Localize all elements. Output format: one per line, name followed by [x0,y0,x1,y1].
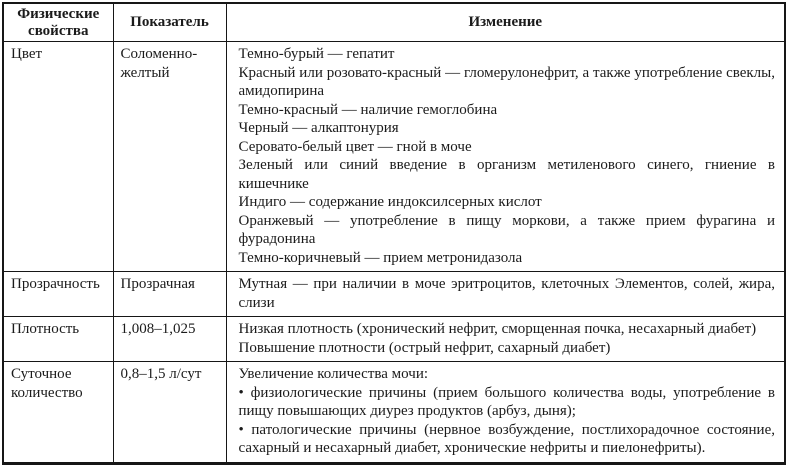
column-header-indicator: Показатель [113,3,226,42]
table-row-daily-amount [3,362,785,464]
indicator-cell: Прозрачная [113,272,226,317]
change-entry: Черный — алкаптонурия [238,120,399,136]
changes-cell [226,317,785,362]
indicator-cell: Соломенно-желтый [113,42,226,272]
urine-physical-properties-table [2,2,786,465]
table-row-transparency [3,272,785,317]
changes-cell [226,362,785,464]
change-entry: Оранжевый — употребление в пищу моркови, а также прием фурагина и фурадонина [238,212,775,247]
table-row-density [3,317,785,362]
change-entry: • физиологические причины (прием большого количества воды, употребление в пищу повышающих диурез продуктов (арбуз, дыня); [238,384,775,419]
change-entry: Повышение плотности (острый нефрит, сахарный диабет) [238,339,611,356]
change-entry: Темно-бурый — гепатит [238,46,395,62]
change-entry: Индиго — содержание индоксилсерных кислот [238,194,542,210]
change-entry: Мутная — при наличии в моче эритроцитов, клеточных Элементов, солей, жира, слизи [238,276,775,311]
change-entry: Низкая плотность (хронический нефрит, сморщенная почка, несахарный диабет) [238,321,757,337]
changes-cell [226,272,785,317]
change-entry: Зеленый или синий введение в организм метиленового синего, гниение в кишечнике [238,157,775,192]
property-cell: Цвет [3,42,113,272]
changes-cell [226,42,785,272]
change-entry: Темно-красный — наличие гемоглобина [238,101,498,118]
column-header-change: Изменение [226,3,785,42]
table-row-color [3,42,785,272]
change-entry: Серовато-белый цвет — гной в моче [238,138,472,155]
header-row [3,3,785,42]
change-entry: Красный или розовато-красный — гломерулонефрит, а также употребление свеклы, амидопирина [238,64,775,99]
property-cell: Суточное количество [3,362,113,464]
indicator-cell: 0,8–1,5 л/сут [113,362,226,464]
property-cell: Плотность [3,317,113,362]
change-entry: Увеличение количества мочи: [238,366,429,382]
column-header-physical-properties: Физические свойства [3,3,113,42]
indicator-cell: 1,008–1,025 [113,317,226,362]
change-entry: Темно-коричневый — прием метронидазола [238,249,523,266]
property-cell: Прозрачность [3,272,113,317]
change-entry: • патологические причины (нервное возбуждение, постлихорадочное состояние, сахарный и несахарный диабет, хронические нефриты и пиелонефриты). [238,421,775,456]
